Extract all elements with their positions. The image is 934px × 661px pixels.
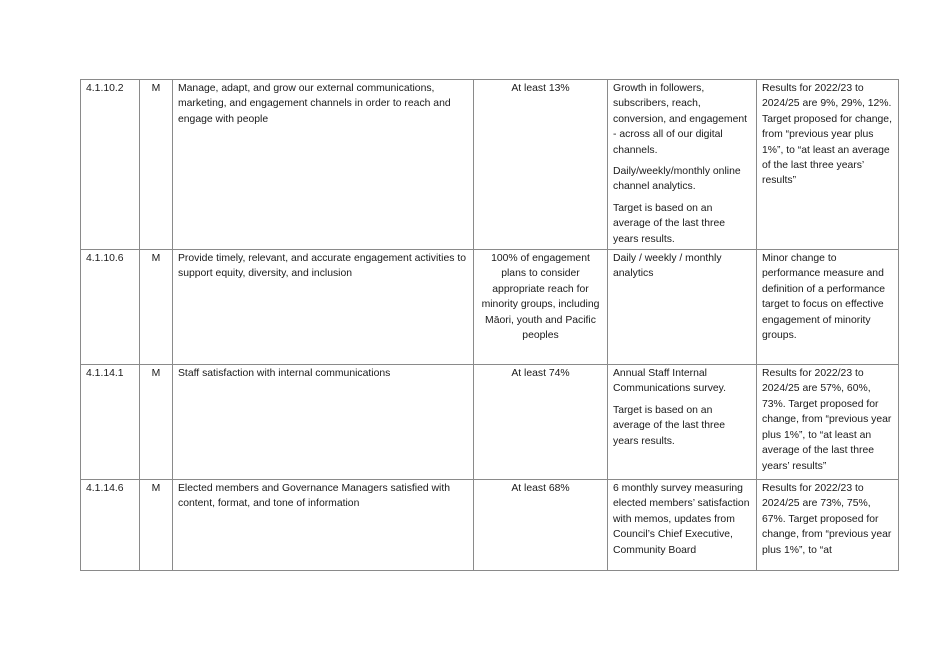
measure-code-cell: 4.1.10.2: [81, 80, 140, 250]
table-row: [81, 480, 899, 571]
method-paragraph: Target is based on an average of the last three years results.: [613, 404, 726, 447]
performance-measures-table: [80, 79, 899, 571]
method-paragraph: Target is based on an average of the last three years results.: [613, 202, 726, 245]
measure-target-cell: At least 68%: [474, 480, 608, 571]
method-paragraph: Annual Staff Internal Communications survey.: [613, 368, 726, 395]
measure-code-cell: 4.1.10.6: [81, 250, 140, 365]
measure-type-cell: M: [140, 80, 173, 250]
measure-type-cell: M: [140, 480, 173, 571]
measure-method-cell: [608, 250, 757, 365]
measure-target-cell: At least 13%: [474, 80, 608, 250]
measure-description-cell: Staff satisfaction with internal communications: [173, 365, 474, 480]
table-row: [81, 250, 899, 365]
measure-code-cell: 4.1.14.1: [81, 365, 140, 480]
measure-rationale-cell: Results for 2022/23 to 2024/25 are 9%, 29%, 12%. Target proposed for change, from “previous year plus 1%”, to “at least an average of the last three years’ results”: [757, 80, 899, 250]
method-paragraph: Growth in followers, subscribers, reach, conversion, and engagement - across all of our digital channels.: [613, 83, 748, 156]
measure-description-cell: Manage, adapt, and grow our external communications, marketing, and engagement channels in order to reach and engage with people: [173, 80, 474, 250]
measure-method-cell: [608, 365, 757, 480]
measure-method-cell: [608, 80, 757, 250]
method-paragraph: 6 monthly survey measuring elected members’ satisfaction with memos, updates from Council’s Chief Executive, Community Board: [613, 483, 750, 556]
measure-description-cell: Provide timely, relevant, and accurate engagement activities to support equity, diversity, and inclusion: [173, 250, 474, 365]
method-paragraph: Daily/weekly/monthly online channel analytics.: [613, 166, 741, 193]
measure-type-cell: M: [140, 250, 173, 365]
measure-code-cell: 4.1.14.6: [81, 480, 140, 571]
table-row: [81, 80, 899, 250]
method-paragraph: Daily / weekly / monthly analytics: [613, 253, 722, 280]
measure-rationale-cell: Results for 2022/23 to 2024/25 are 57%, 60%, 73%. Target proposed for change, from “previous year plus 1%”, to “at least an average of the last three years’ results”: [757, 365, 899, 480]
table-row: [81, 365, 899, 480]
measure-target-cell: At least 74%: [474, 365, 608, 480]
measure-method-cell: [608, 480, 757, 571]
measure-target-cell: 100% of engagement plans to consider appropriate reach for minority groups, including Māori, youth and Pacific peoples: [474, 250, 608, 365]
measure-rationale-cell: Results for 2022/23 to 2024/25 are 73%, 75%, 67%. Target proposed for change, from “previous year plus 1%”, to “at: [757, 480, 899, 571]
measure-type-cell: M: [140, 365, 173, 480]
measure-description-cell: Elected members and Governance Managers satisfied with content, format, and tone of information: [173, 480, 474, 571]
measure-rationale-cell: Minor change to performance measure and definition of a performance target to focus on effective engagement of minority groups.: [757, 250, 899, 365]
